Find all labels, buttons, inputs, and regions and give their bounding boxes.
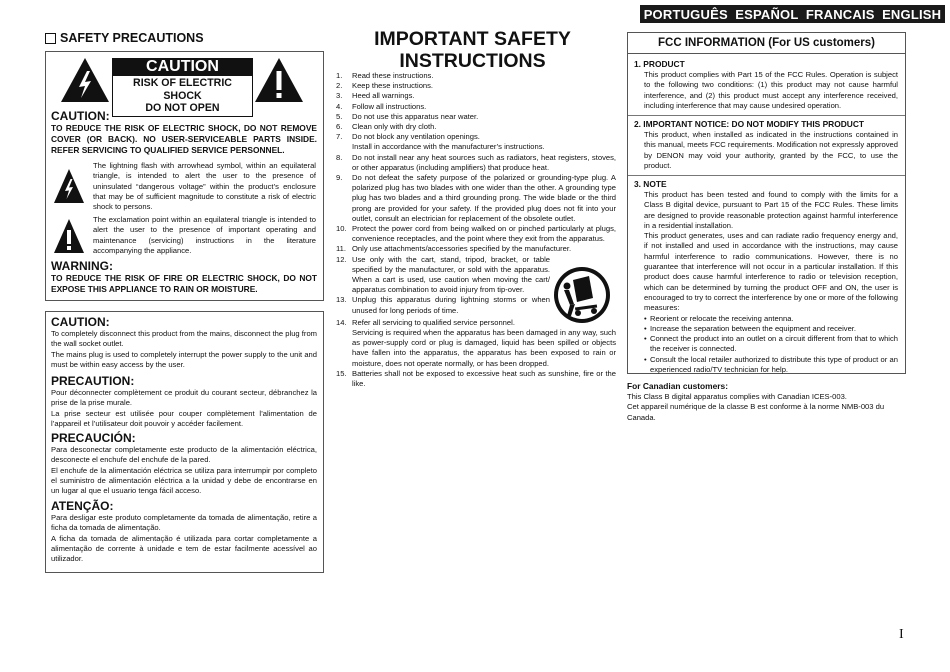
fcc-section-note	[628, 179, 905, 375]
caution-text: TO REDUCE THE RISK OF ELECTRIC SHOCK, DO NOT REMOVE COVER (OR BACK). NO USER-SERVICEABLE PARTS INSIDE. REFER SERVICING TO QUALIFIED SERVICE PERSONNEL.	[51, 123, 317, 156]
disconnect-en	[51, 315, 317, 370]
safety-precautions-heading	[45, 31, 204, 45]
exclamation-warning-icon	[254, 57, 304, 103]
canada-title: For Canadian customers:	[627, 381, 728, 391]
small-lightning-icon	[53, 168, 85, 204]
list-item: • Connect the product into an outlet on a circuit different from that to which the receiver is connected.	[644, 334, 898, 355]
fcc-section1-text: This product complies with Part 15 of the FCC Rules. Operation is subject to the following two conditions: (1) this product may not cause harmful interference, and (2) this product must accept any interference received, including interference that may cause undesired operation.	[644, 70, 898, 110]
disconnect-es-p1: Para desconectar completamente este producto de la alimentación eléctrica, desconecte el enchufe del enchufe de la pared.	[51, 445, 317, 465]
checkbox-square-icon	[45, 33, 56, 44]
disconnect-es	[51, 431, 317, 496]
lightning-warning-icon	[60, 57, 110, 103]
disconnect-pt-p2: A ficha da tomada de alimentação é utilizada para cortar completamente a alimentação de corrente à unidade e tem de estar facilmente acessível ao utilizador.	[51, 533, 317, 564]
safety-precautions-title: SAFETY PRECAUTIONS	[60, 31, 204, 45]
language-francais: FRANCAIS	[805, 6, 875, 22]
list-item: 3. Heed all warnings.	[336, 91, 415, 101]
fcc-section1-title: 1. PRODUCT	[634, 59, 685, 69]
disconnect-fr-heading: PRECAUTION:	[51, 374, 135, 388]
list-item: 1. Read these instructions.	[336, 71, 434, 80]
important-safety-title	[350, 28, 595, 72]
warning-text: TO REDUCE THE RISK OF FIRE OR ELECTRIC SHOCK, DO NOT EXPOSE THIS APPLIANCE TO RAIN OR MOISTURE.	[51, 273, 317, 295]
list-item: 10. Protect the power cord from being walked on or pinched particularly at plugs, convenience receptacles, and the point where they exit from the apparatus.	[336, 224, 616, 244]
canada-text1: This Class B digital apparatus complies with Canadian ICES-003.	[627, 392, 847, 401]
list-item: 2. Keep these instructions.	[336, 81, 434, 91]
lightning-description: The lightning flash with arrowhead symbol, within an equilateral triangle, is intended to alert the user to the presence of uninsulated “dangerous voltage” within the product’s enclosure that may be of sufficient magnitude to constitute a risk of electric shock to persons.	[93, 161, 316, 212]
fcc-title: FCC INFORMATION (For US customers)	[628, 33, 905, 54]
language-english: ENGLISH	[882, 6, 942, 22]
caution-label	[112, 58, 253, 117]
instructions-list	[336, 71, 616, 389]
list-item: 13. Unplug this apparatus during lightning storms or when unused for long periods of time.	[336, 295, 550, 315]
disconnect-es-p2: El enchufe de la alimentación eléctrica se utiliza para interrumpir por completo el suministro de alimentación eléctrica a la unidad y debe de encontrarse en un lugar al que el usuario tenga fácil acceso.	[51, 465, 317, 496]
list-item: • Increase the separation between the equipment and receiver.	[644, 324, 898, 334]
list-item: 15. Batteries shall not be exposed to excessive heat such as sunshine, fire or the like.	[336, 368, 616, 389]
warning-heading: WARNING:	[51, 259, 113, 273]
fcc-info-box	[627, 32, 906, 374]
language-portugues: PORTUGUÊS	[643, 6, 728, 22]
language-espanol: ESPAÑOL	[735, 6, 799, 22]
cart-tipover-icon	[553, 266, 611, 324]
list-item: 7. Do not block any ventilation openings. Install in accordance with the manufacturer’s instructions.	[336, 132, 545, 152]
list-item: • Consult the local retailer authorized to distribute this type of product or an experienced radio/TV technician for help.	[644, 355, 898, 376]
disconnect-fr-p2: La prise secteur est utilisée pour couper complètement l’alimentation de l’appareil et l’utilisateur doit pouvoir y accéder facilement.	[51, 408, 317, 428]
fcc-section-notice	[628, 119, 905, 171]
fcc-section-product	[628, 59, 905, 111]
small-exclamation-icon	[53, 218, 85, 254]
list-item: 8. Do not install near any heat sources such as radiators, heat registers, stoves, or other apparatus (including amplifiers) that produce heat.	[336, 152, 616, 172]
language-bar	[640, 5, 945, 23]
disconnect-en-p2: The mains plug is used to completely interrupt the power supply to the unit and must be within easy access by the user.	[51, 349, 317, 369]
list-item: 12. Use only with the cart, stand, tripod, bracket, or table specified by the manufacturer, or sold with the apparatus. When a cart is used, use caution when moving the cart/ apparatus combination to avoid injury from tip-over.	[336, 254, 550, 295]
fcc-section2-text: This product, when installed as indicated in the instructions contained in this manual, meets FCC requirements. Modification not expressly approved by DENON may void your authority, granted by the FCC, to use the product.	[644, 130, 898, 170]
fcc-section3-title: 3. NOTE	[634, 179, 667, 189]
canada-text2: Cet appareil numérique de la classe B est conforme à la norme NMB-003 du Canada.	[627, 402, 885, 422]
fcc-section3-text1: This product has been tested and found to comply with the limits for a Class B digital device, pursuant to Part 15 of the FCC Rules. These limits are designed to provide reasonable protection against harmful interference in a residential installation.	[644, 190, 898, 230]
list-item: • Reorient or relocate the receiving antenna.	[644, 314, 898, 324]
disconnect-pt	[51, 499, 317, 564]
fcc-measures-list	[634, 314, 898, 376]
caution-label-line1: RISK OF ELECTRIC SHOCK	[133, 77, 232, 102]
disconnect-fr	[51, 374, 317, 429]
list-item: 9. Do not defeat the safety purpose of the polarized or grounding-type plug. A polarized plug has two blades with one wider than the other. A grounding type plug has two blades and a third grounding prong. The wide blade or the third prong are provided for your safety. If the provided plug does not fit into your outlet, consult an electrician for replacement of the obsolete outlet.	[336, 173, 616, 223]
disconnect-fr-p1: Pour déconnecter complètement ce produit du courant secteur, débranchez la prise de la prise murale.	[51, 388, 317, 408]
fcc-section3-text2: This product generates, uses and can radiate radio frequency energy and, if not installed and used in accordance with the instructions, may cause harmful interference to radio communications. However, there is no guarantee that interference will not occur in a particular installation. If this product does cause harmful interference to radio or television reception, which can be determined by turning the product OFF and ON, the user is encouraged to try to correct the interference by one or more of the following measures:	[644, 231, 898, 313]
disconnect-en-p1: To completely disconnect this product from the mains, disconnect the plug from the wall socket outlet.	[51, 329, 317, 349]
disconnect-en-heading: CAUTION:	[51, 315, 110, 329]
disconnect-pt-heading: ATENÇÃO:	[51, 499, 114, 513]
disconnect-es-heading: PRECAUCIÓN:	[51, 431, 136, 445]
list-item: 14. Refer all servicing to qualified service personnel. Servicing is required when the apparatus has been damaged in any way, such as power-supply cord or plug is damaged, liquid has been spilled or objects have fallen into the apparatus, the apparatus has been exposed to rain or moisture, does not operate normally, or has been dropped.	[336, 317, 616, 368]
divider	[628, 175, 905, 176]
title-line1: IMPORTANT SAFETY	[374, 28, 571, 50]
list-item: 4. Follow all instructions.	[336, 101, 427, 111]
exclamation-description: The exclamation point within an equilateral triangle is intended to alert the user to the presence of important operating and maintenance (servicing) instructions in the literature accompanying the appliance.	[93, 215, 316, 255]
caution-label-title: CAUTION	[112, 58, 253, 76]
list-item: 11. Only use attachments/accessories specified by the manufacturer.	[336, 244, 572, 254]
disconnect-pt-p1: Para desligar este produto completamente da tomada de alimentação, retire a ficha da tomada de alimentação.	[51, 513, 317, 533]
fcc-section2-title: 2. IMPORTANT NOTICE: DO NOT MODIFY THIS PRODUCT	[634, 119, 865, 129]
list-item: 6. Clean only with dry cloth.	[336, 122, 437, 132]
caution-label-line2: DO NOT OPEN	[145, 102, 220, 114]
divider	[628, 115, 905, 116]
list-item: 5. Do not use this apparatus near water.	[336, 111, 479, 121]
caution-heading: CAUTION:	[51, 109, 110, 123]
canadian-customers	[627, 381, 907, 423]
page-number: I	[899, 627, 904, 642]
title-line2: INSTRUCTIONS	[399, 50, 546, 72]
caution-label-text	[112, 76, 253, 117]
